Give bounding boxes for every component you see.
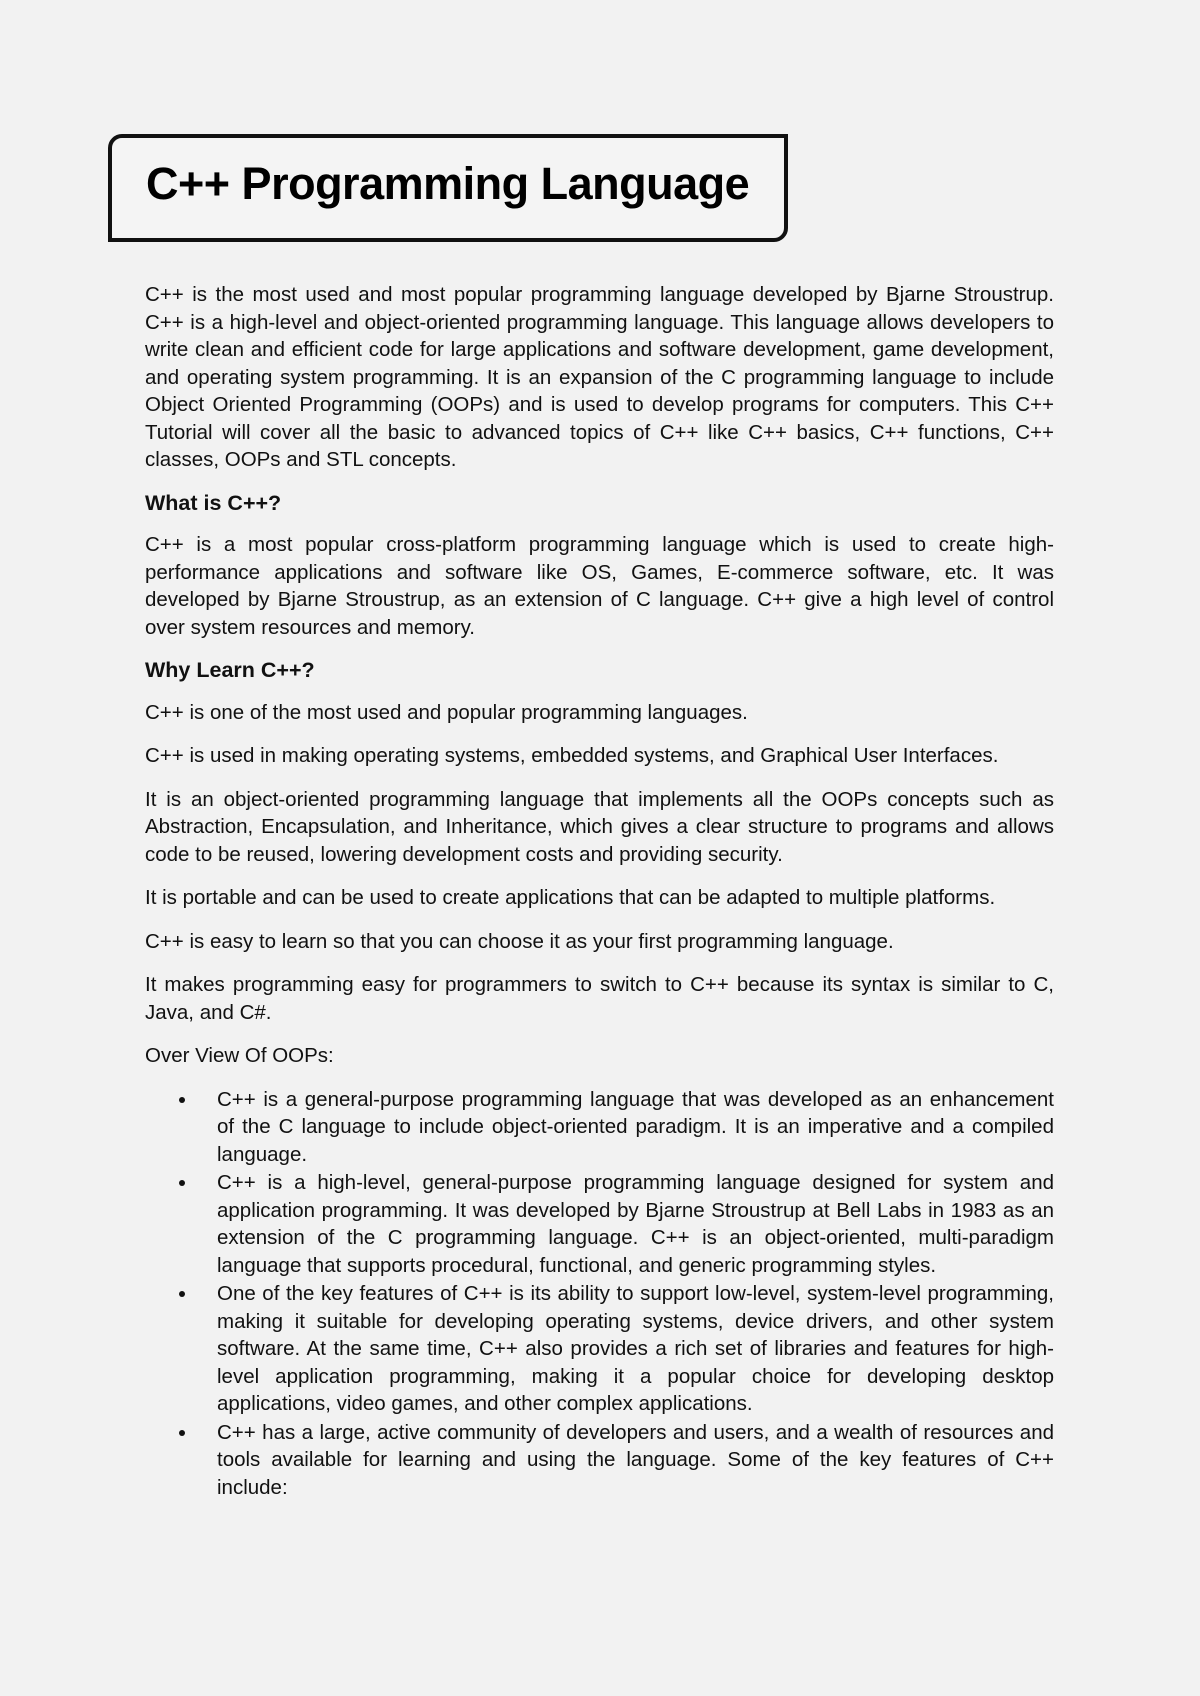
why-learn-paragraph: C++ is one of the most used and popular programming languages. (145, 700, 748, 724)
why-learn-heading: Why Learn C++? (145, 658, 315, 682)
why-learn-paragraph: C++ is used in making operating systems, embedded systems, and Graphical User Interfaces. (145, 744, 999, 767)
page-title: C++ Programming Language (146, 158, 750, 209)
document-body (145, 281, 1054, 1502)
list-item (217, 1169, 1054, 1279)
what-is-paragraph: C++ is a most popular cross-platform programming language which is used to create high-performance applications and software like OS, Games, E-commerce software, etc. It was developed by Bjarne Stroustrup, as an extension of C language. C++ give a high level of control over system resources and memory. (145, 533, 1054, 639)
overview-label: Over View Of OOPs: (145, 1044, 334, 1067)
bullet-icon (179, 1180, 185, 1186)
list-item-text: C++ is a high-level, general-purpose programming language designed for system and application programming. It was developed by Bjarne Stroustrup at Bell Labs in 1983 as an extension of the C programming language. C++ is an object-oriented, multi-paradigm language that supports procedural, functional, and generic programming styles. (217, 1171, 1054, 1277)
list-item-text: C++ is a general-purpose programming language that was developed as an enhancement of the C language to include object-oriented paradigm. It is an imperative and a compiled language. (217, 1087, 1054, 1166)
list-item-text: C++ has a large, active community of developers and users, and a wealth of resources and tools available for learning and using the language. Some of the key features of C++ include: (217, 1420, 1054, 1499)
list-item-text: One of the key features of C++ is its ability to support low-level, system-level programming, making it suitable for developing operating systems, device drivers, and other system software. At the same time, C++ also provides a rich set of libraries and features for high-level application programming, making it a popular choice for developing desktop applications, video games, and other complex applications. (217, 1282, 1054, 1415)
intro-paragraph: C++ is the most used and most popular programming language developed by Bjarne Stroustrup. C++ is a high-level and object-oriented programming language. This language allows developers to write clean and efficient code for large applications and software development, game development, and operating system programming. It is an expansion of the C programming language to include Object Oriented Programming (OOPs) and is used to develop programs for computers. This C++ Tutorial will cover all the basic to advanced topics of C++ like C++ basics, C++ functions, C++ classes, OOPs and STL concepts. (145, 283, 1054, 471)
why-learn-paragraph: It makes programming easy for programmers to switch to C++ because its syntax is similar to C, Java, and C#. (145, 973, 1054, 1024)
why-learn-paragraph: C++ is easy to learn so that you can choose it as your first programming language. (145, 929, 894, 953)
list-item (217, 1419, 1054, 1502)
why-learn-paragraph: It is an object-oriented programming language that implements all the OOPs concepts such as Abstraction, Encapsulation, and Inheritance, which gives a clear structure to programs and allows code to be reused, lowering development costs and providing security. (145, 787, 1054, 866)
what-is-heading: What is C++? (145, 490, 282, 515)
why-learn-paragraph: It is portable and can be used to create applications that can be adapted to multiple platforms. (145, 886, 996, 909)
bullet-icon (179, 1291, 185, 1297)
list-item (217, 1086, 1054, 1169)
bullet-icon (179, 1430, 185, 1436)
overview-list (145, 1086, 1054, 1502)
bullet-icon (179, 1097, 185, 1103)
title-box (108, 134, 788, 242)
list-item (217, 1280, 1054, 1418)
